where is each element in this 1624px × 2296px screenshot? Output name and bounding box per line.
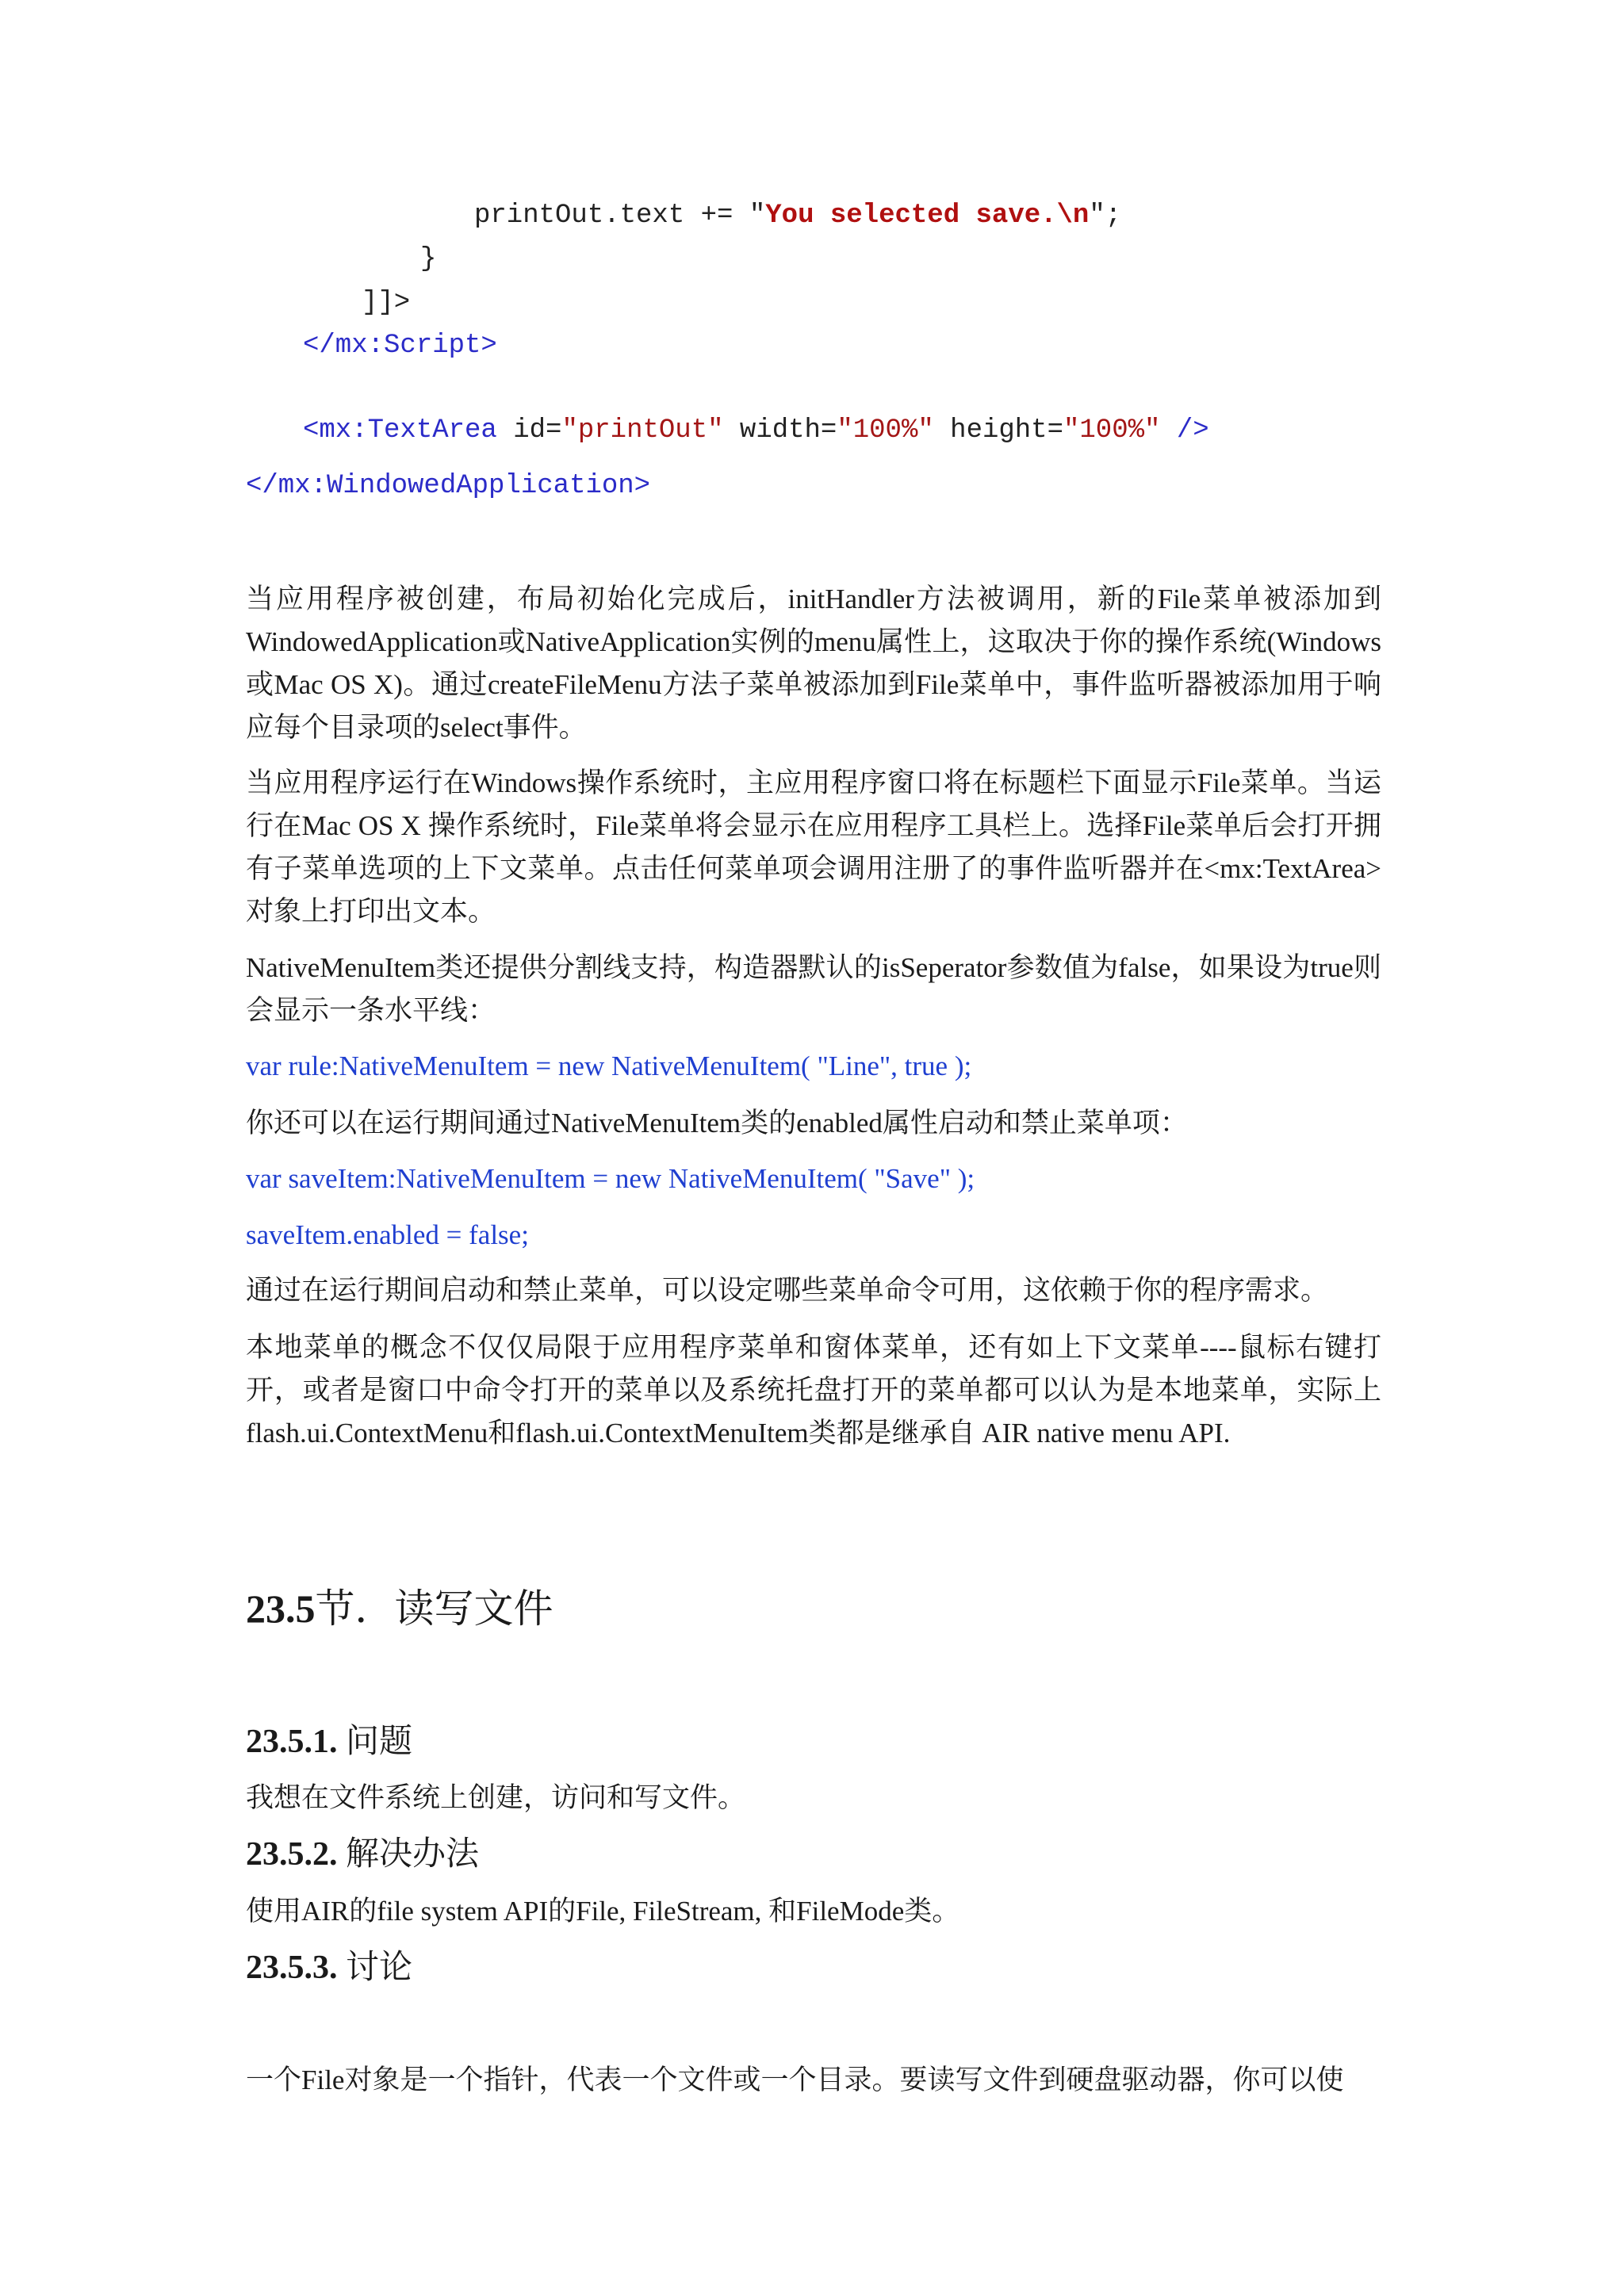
subsection-heading-problem — [246, 1722, 412, 1762]
subsection-number: 23.5.1. — [246, 1724, 338, 1760]
subsection-body-solution: 使用AIR的file system API的File, FileStream, 和FileMode类。 — [246, 1896, 960, 1927]
code-value: "100%" — [837, 415, 934, 446]
subsection-title: 解决办法 — [346, 1836, 480, 1873]
code-line-6: </mx:WindowedApplication> — [246, 471, 651, 501]
code-line-3: ]]> — [362, 288, 411, 318]
code-line-5 — [303, 415, 1209, 446]
paragraph-4: 你还可以在运行期间通过NativeMenuItem类的enabled属性启动和禁止菜单项： — [246, 1108, 1188, 1138]
code-string: You selected save.\n — [765, 201, 1090, 231]
code-example-3: saveItem.enabled = false; — [246, 1219, 529, 1250]
code-example-2: var saveItem:NativeMenuItem = new NativeMenuItem( "Save" ); — [246, 1163, 975, 1194]
code-attr: id= — [496, 415, 562, 446]
code-example-1: var rule:NativeMenuItem = new NativeMenuItem( "Line", true ); — [246, 1050, 972, 1081]
code-tag: <mx:TextArea — [303, 415, 497, 446]
code-attr: height= — [933, 415, 1063, 446]
section-heading — [246, 1585, 553, 1632]
paragraph-5: 通过在运行期间启动和禁止菜单，可以设定哪些菜单命令可用，这依赖于你的程序需求。 — [246, 1275, 1329, 1306]
subsection-body-problem: 我想在文件系统上创建，访问和写文件。 — [246, 1782, 746, 1813]
subsection-title: 问题 — [346, 1724, 413, 1760]
code-value: "100%" — [1063, 415, 1161, 446]
code-tag: /> — [1160, 415, 1209, 446]
code-line-1 — [474, 200, 1121, 232]
code-value: "printOut" — [561, 415, 724, 446]
section-number: 23.5 — [246, 1586, 316, 1631]
paragraph-1: 当应用程序被创建，布局初始化完成后，initHandler方法被调用，新的File菜单被添加到WindowedApplication或NativeApplication实例的menu属性上，这取决于你的操作系统(Windows 或Mac OS X)。通过createFileMenu方法子菜单被添加到File菜单中，事件监听器被添加用于响应每个目录项的select事件。 — [246, 584, 1381, 743]
subsection-title: 讨论 — [346, 1950, 413, 1986]
paragraph-2: 当应用程序运行在Windows操作系统时，主应用程序窗口将在标题栏下面显示File菜单。当运行在Mac OS X 操作系统时，File菜单将会显示在应用程序工具栏上。选择File菜单后会打开拥有子菜单选项的上下文菜单。点击任何菜单项会调用注册了的事件监听器并在<mx:TextArea>对象上打印出文本。 — [246, 767, 1381, 927]
paragraph-3: NativeMenuItem类还提供分割线支持，构造器默认的isSeperator参数值为false，如果设为true则会显示一条水平线： — [246, 952, 1381, 1026]
code-attr: width= — [723, 415, 837, 446]
code-tag: </mx:Script> — [303, 331, 497, 361]
paragraph-6: 本地菜单的概念不仅仅局限于应用程序菜单和窗体菜单，还有如上下文菜单----鼠标右键打开，或者是窗口中命令打开的菜单以及系统托盘打开的菜单都可以认为是本地菜单，实际上flash.ui.ContextMenu和flash.ui.ContextMenuItem类都是继承自 AIR native menu API. — [246, 1332, 1381, 1448]
subsection-number: 23.5.3. — [246, 1950, 338, 1986]
section-title: 节．读写文件 — [315, 1586, 553, 1631]
subsection-heading-solution — [246, 1835, 479, 1874]
code-token: "; — [1089, 201, 1122, 231]
code-token: printOut.text += " — [474, 201, 766, 231]
code-line-4 — [303, 330, 497, 362]
subsection-number: 23.5.2. — [246, 1836, 338, 1873]
code-line-2: } — [420, 244, 437, 274]
paragraph-final: 一个File对象是一个指针，代表一个文件或一个目录。要读写文件到硬盘驱动器，你可以使 — [246, 2064, 1344, 2095]
subsection-heading-discussion — [246, 1948, 412, 1988]
